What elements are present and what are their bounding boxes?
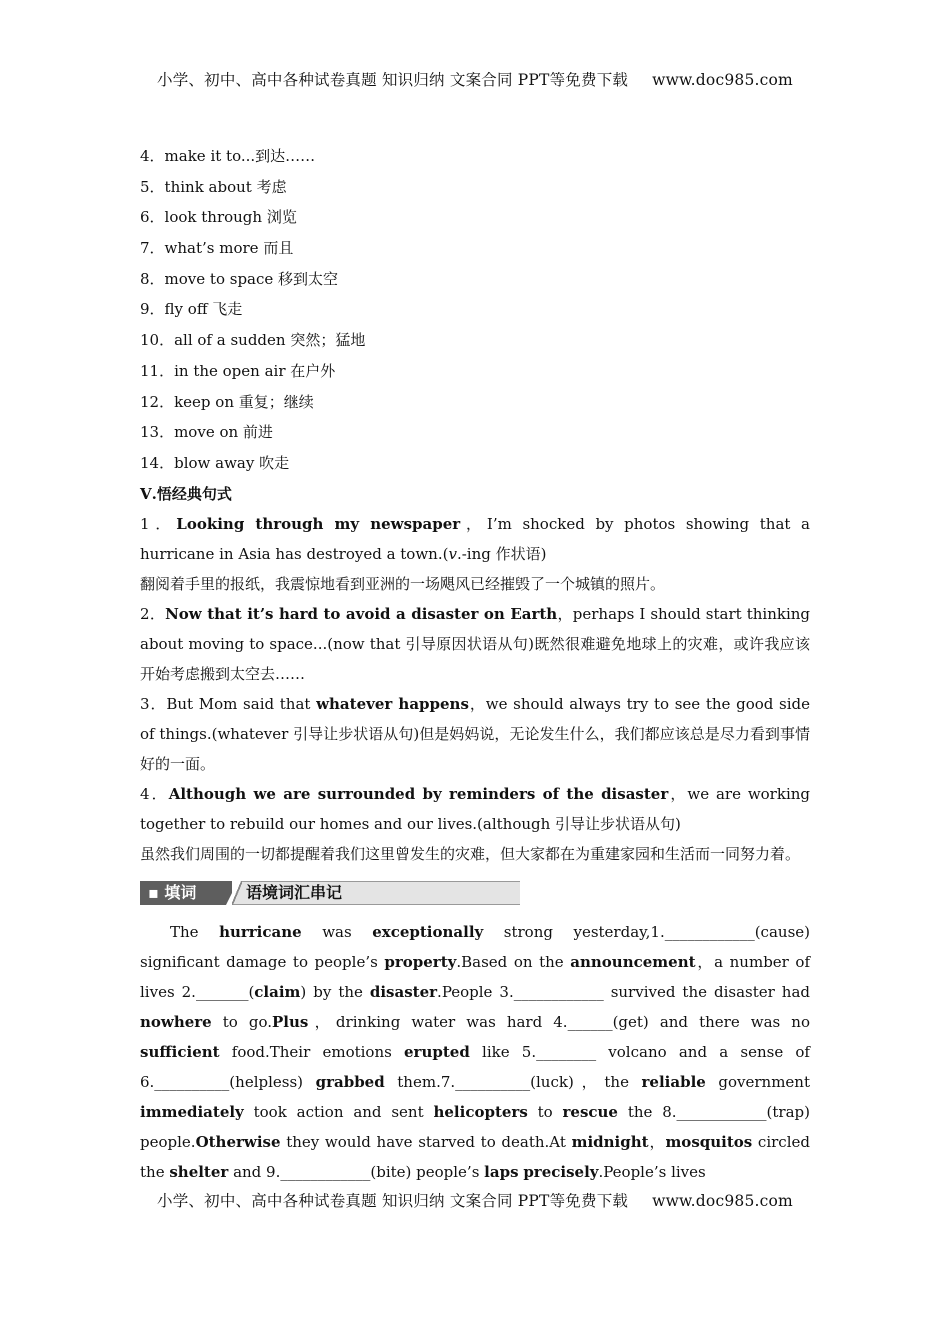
cloze-text: .People’s lives: [598, 1162, 706, 1181]
cloze-text: circled the: [140, 1132, 810, 1181]
grammar-v: v: [448, 544, 457, 563]
header-site-link[interactable]: www.doc985.com: [652, 71, 793, 89]
grammar-note: .-ing 作状语): [456, 544, 547, 563]
vocab-word: grabbed: [315, 1072, 385, 1091]
vocab-word: rescue: [562, 1102, 618, 1121]
phrase-item: 9．fly off 飞走: [140, 300, 243, 319]
cloze-text: strong yesterday,1.____________(cause) significant damage to people’s: [140, 922, 810, 971]
sentence-key-phrase: Now that it’s hard to avoid a disaster on Earth: [165, 604, 558, 623]
cloze-text: .Based on the: [456, 952, 571, 971]
cloze-text: The: [170, 922, 220, 941]
sentence-4: [140, 779, 810, 839]
header-text: 小学、初中、高中各种试卷真题 知识归纳 文案合同 PPT等免费下载: [157, 71, 629, 89]
phrase-item: 14．blow away 吹走: [140, 453, 290, 472]
cloze-text: ) by the: [300, 982, 370, 1001]
sentence-num: 1．: [140, 514, 177, 533]
vocab-word: reliable: [641, 1072, 706, 1091]
cloze-text: them.7.__________(luck)，the: [384, 1072, 642, 1091]
cloze-text: food.Their emotions: [219, 1042, 405, 1061]
sentence-2: [140, 599, 810, 689]
phrase-list: [140, 141, 810, 479]
sentence-text: ，we should always try to see the good side of things.(whatever 引导让步状语从句)但是妈妈说，无论发生什么，我们都应该总是尽力看到事情好的一面。: [140, 694, 811, 773]
cloze-text: they would have starved to death.At: [280, 1132, 572, 1151]
phrase-item: 4．make it to...到达……: [140, 147, 316, 165]
cloze-text: and 9.____________(bite) people’s: [228, 1162, 485, 1181]
section-banner: [140, 879, 520, 907]
phrase-item: 7．what’s more 而且: [140, 239, 294, 258]
phrase-item: 13．move on 前进: [140, 423, 273, 442]
cloze-text: was: [301, 922, 373, 941]
cloze-text: ，drinking water was hard 4.______(get) and there was no: [308, 1012, 810, 1031]
vocab-word: sufficient: [140, 1042, 220, 1061]
phrase-item: 5．think about 考虑: [140, 177, 287, 196]
document-body: [140, 141, 810, 1187]
vocab-word: announcement: [570, 952, 696, 971]
banner-title: 语境词汇串记: [232, 881, 520, 905]
sentence-num: 4．: [140, 784, 169, 803]
cloze-text: government: [705, 1072, 810, 1091]
sentence-num: 2．: [140, 604, 166, 623]
sentence-key-phrase: Although we are surrounded by reminders of the disaster: [168, 784, 669, 803]
vocab-word: immediately: [140, 1102, 244, 1121]
vocab-word: midnight: [571, 1132, 649, 1151]
vocab-word: precisely: [523, 1162, 599, 1181]
vocab-word: laps: [484, 1162, 519, 1181]
vocab-word: disaster: [369, 982, 438, 1001]
phrase-item: 12．keep on 重复；继续: [140, 392, 314, 411]
page-header: [0, 68, 950, 90]
footer-text: 小学、初中、高中各种试卷真题 知识归纳 文案合同 PPT等免费下载: [157, 1192, 629, 1210]
cloze-text: took action and sent: [243, 1102, 434, 1121]
sentence-1-translation: 翻阅着手里的报纸，我震惊地看到亚洲的一场飓风已经摧毁了一个城镇的照片。: [140, 574, 666, 593]
sentence-4-translation: 虽然我们周围的一切都提醒着我们这里曾发生的灾难，但大家都在为重建家园和生活而一同努力着。: [140, 844, 801, 863]
vocab-word: nowhere: [140, 1012, 212, 1031]
banner-tag: ▪ 填词: [140, 881, 226, 905]
cloze-text: ，a number of lives 2._______(: [140, 952, 810, 1001]
sentence-3: [140, 689, 810, 779]
cloze-text: the 8.____________(trap) people.: [140, 1102, 810, 1151]
vocab-word: Plus: [272, 1012, 309, 1031]
phrase-item: 6．look through 浏览: [140, 208, 297, 227]
sentence-text: ，perhaps I should start thinking about moving to space...(now that 引导原因状语从句)既然很难避免地球上的灾难，或许我应该开始考虑搬到太空去……: [140, 604, 811, 683]
sentence-text: But Mom said that: [166, 694, 317, 713]
sentence-key-phrase: Looking through my newspaper: [176, 514, 461, 533]
cloze-text: .People 3.____________ survived the disaster had: [437, 982, 810, 1001]
vocab-word: property: [384, 952, 457, 971]
cloze-text: ，: [648, 1132, 666, 1151]
vocab-word: shelter: [169, 1162, 229, 1181]
cloze-text: to go.: [211, 1012, 273, 1031]
phrase-item: 8．move to space 移到太空: [140, 269, 339, 288]
vocab-word: mosquitos: [665, 1132, 753, 1151]
section-title: Ⅴ.悟经典句式: [140, 484, 232, 503]
sentence-text: ，we are working together to rebuild our homes and our lives.(although 引导让步状语从句): [140, 784, 811, 833]
vocab-word: claim: [254, 982, 301, 1001]
sentence-key-phrase: whatever happens: [316, 694, 469, 713]
sentence-num: 3．: [140, 694, 167, 713]
vocab-word: exceptionally: [372, 922, 484, 941]
page-footer: [0, 1189, 950, 1211]
vocab-word: Otherwise: [195, 1132, 281, 1151]
phrase-item: 10．all of a sudden 突然；猛地: [140, 331, 366, 350]
sentence-text: ，I’m shocked by photos showing that a hurricane in Asia has destroyed a town.(: [140, 514, 810, 563]
vocab-word: helicopters: [433, 1102, 528, 1121]
footer-site-link[interactable]: www.doc985.com: [652, 1192, 793, 1210]
vocab-word: erupted: [404, 1042, 470, 1061]
vocab-word: hurricane: [219, 922, 302, 941]
sentence-1: [140, 509, 810, 569]
phrase-item: 11．in the open air 在户外: [140, 361, 336, 380]
cloze-text: like 5.________ volcano and a sense of 6.__________(helpless): [140, 1042, 810, 1091]
cloze-text: to: [527, 1102, 563, 1121]
cloze-passage: [140, 917, 810, 1187]
